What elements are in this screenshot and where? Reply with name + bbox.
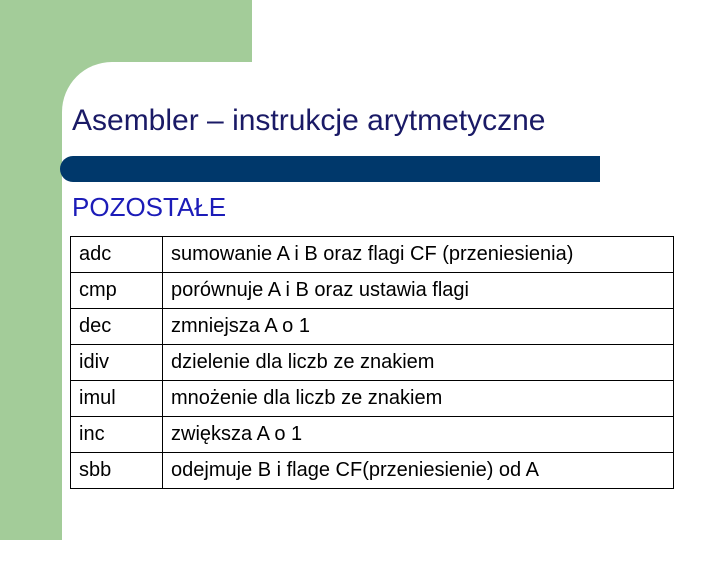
description-cell: porównuje A i B oraz ustawia flagi	[163, 273, 674, 309]
mnemonic-cell: cmp	[71, 273, 163, 309]
mnemonic-cell: imul	[71, 381, 163, 417]
description-cell: sumowanie A i B oraz flagi CF (przeniesienia)	[163, 237, 674, 273]
section-heading: POZOSTAŁE	[72, 192, 227, 222]
slide-title: Asembler – instrukcje arytmetyczne	[72, 104, 546, 137]
decorative-green-strip-left	[0, 0, 62, 540]
description-cell: dzielenie dla liczb ze znakiem	[163, 345, 674, 381]
title-underline-bar	[60, 156, 600, 182]
description-cell: mnożenie dla liczb ze znakiem	[163, 381, 674, 417]
table-row	[71, 273, 674, 309]
mnemonic-cell: inc	[71, 417, 163, 453]
table-row	[71, 309, 674, 345]
table-row	[71, 345, 674, 381]
table-row	[71, 381, 674, 417]
table-row	[71, 237, 674, 273]
mnemonic-cell: idiv	[71, 345, 163, 381]
table-row	[71, 417, 674, 453]
table-row	[71, 453, 674, 489]
description-cell: zwiększa A o 1	[163, 417, 674, 453]
mnemonic-cell: adc	[71, 237, 163, 273]
description-cell: odejmuje B i flage CF(przeniesienie) od A	[163, 453, 674, 489]
instructions-table	[70, 236, 674, 489]
mnemonic-cell: dec	[71, 309, 163, 345]
description-cell: zmniejsza A o 1	[163, 309, 674, 345]
mnemonic-cell: sbb	[71, 453, 163, 489]
